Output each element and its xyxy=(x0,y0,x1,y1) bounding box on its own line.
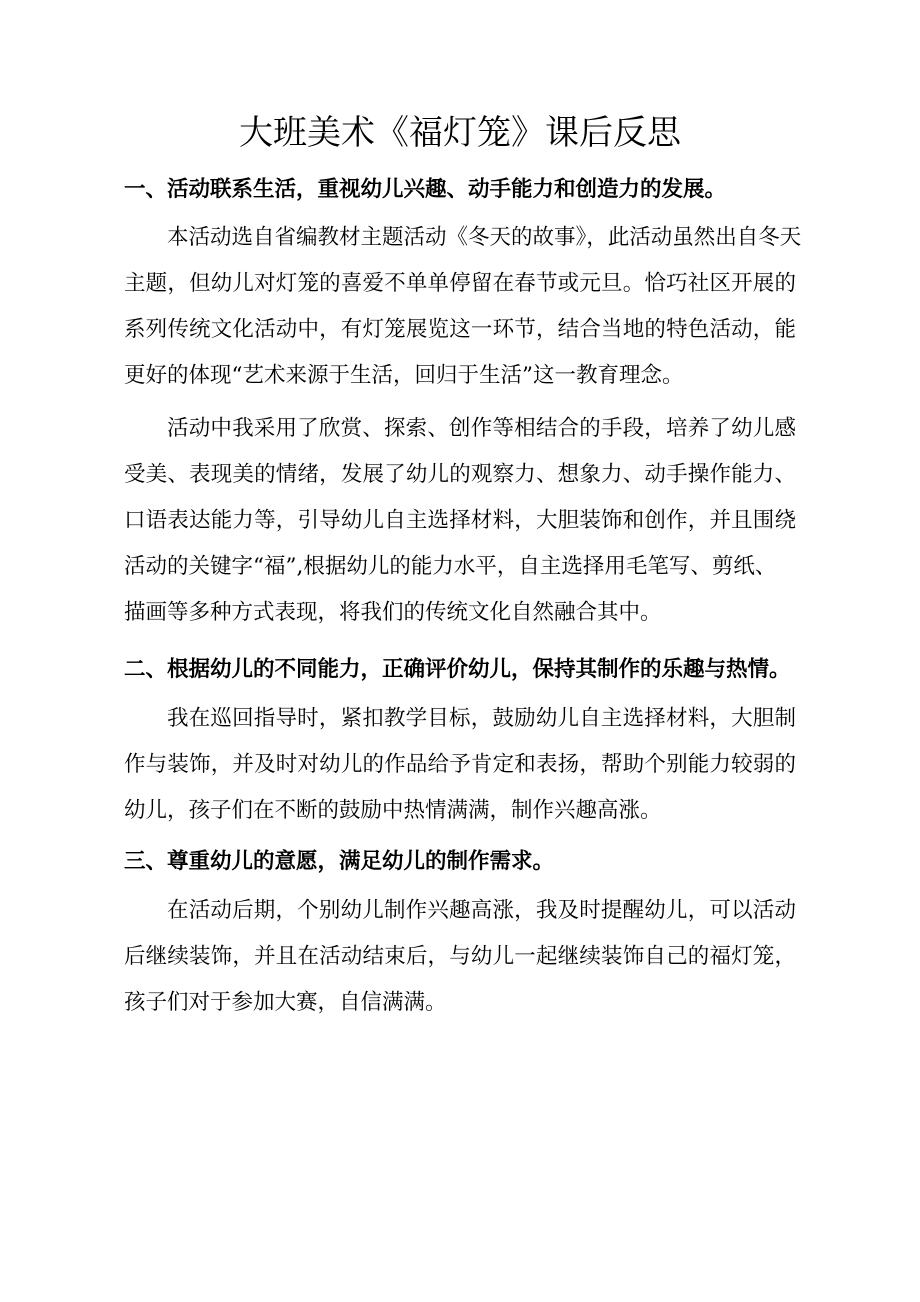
paragraph-line: 主题，但幼儿对灯笼的喜爱不单单停留在春节或元旦。恰巧社区开展的 xyxy=(124,271,796,296)
section-heading-2: 二、根据幼儿的不同能力，正确评价幼儿，保持其制作的乐趣与热情。 xyxy=(124,657,791,682)
paragraph-line: 系列传统文化活动中，有灯笼展览这一环节，结合当地的特色活动，能 xyxy=(124,317,796,342)
document-title: 大班美术《福灯笼》课后反思 xyxy=(239,113,681,153)
paragraph-line: 在活动后期，个别幼儿制作兴趣高涨，我及时提醒幼儿，可以活动 xyxy=(167,898,796,923)
paragraph-2-1 xyxy=(124,696,796,834)
paragraph-line: 后继续装饰，并且在活动结束后，与幼儿一起继续装饰自己的福灯笼， xyxy=(124,944,796,969)
paragraph-line: 描画等多种方式表现，将我们的传统文化自然融合其中。 xyxy=(124,600,662,625)
paragraph-3-1 xyxy=(124,888,796,1026)
paragraph-line: 口语表达能力等，引导幼儿自主选择材料，大胆装饰和创作，并且围绕 xyxy=(124,508,796,533)
paragraph-1-2 xyxy=(124,406,796,636)
paragraph-line: 孩子们对于参加大赛，自信满满。 xyxy=(124,990,447,1015)
section-heading-1: 一、活动联系生活，重视幼儿兴趣、动手能力和创造力的发展。 xyxy=(124,177,727,202)
paragraph-line: 活动中我采用了欣赏、探索、创作等相结合的手段，培养了幼儿感 xyxy=(167,416,796,441)
paragraph-line: 活动的关键字“福”,根据幼儿的能力水平，自主选择用毛笔写、剪纸、 xyxy=(124,554,777,579)
section-heading-3: 三、尊重幼儿的意愿，满足幼儿的制作需求。 xyxy=(124,849,555,874)
paragraph-line: 幼儿，孩子们在不断的鼓励中热情满满，制作兴趣高涨。 xyxy=(124,798,662,823)
paragraph-line: 我在巡回指导时，紧扣教学目标，鼓励幼儿自主选择材料，大胆制 xyxy=(167,706,796,731)
paragraph-1-1 xyxy=(124,215,802,399)
paragraph-line: 作与装饰，并及时对幼儿的作品给予肯定和表扬，帮助个别能力较弱的 xyxy=(124,752,796,777)
paragraph-line: 受美、表现美的情绪，发展了幼儿的观察力、想象力、动手操作能力、 xyxy=(124,462,796,487)
paragraph-line: 更好的体现“艺术来源于生活，回归于生活”这一教育理念。 xyxy=(124,363,684,388)
paragraph-line: 本活动选自省编教材主题活动《冬天的故事》，此活动虽然出自冬天 xyxy=(167,225,802,250)
